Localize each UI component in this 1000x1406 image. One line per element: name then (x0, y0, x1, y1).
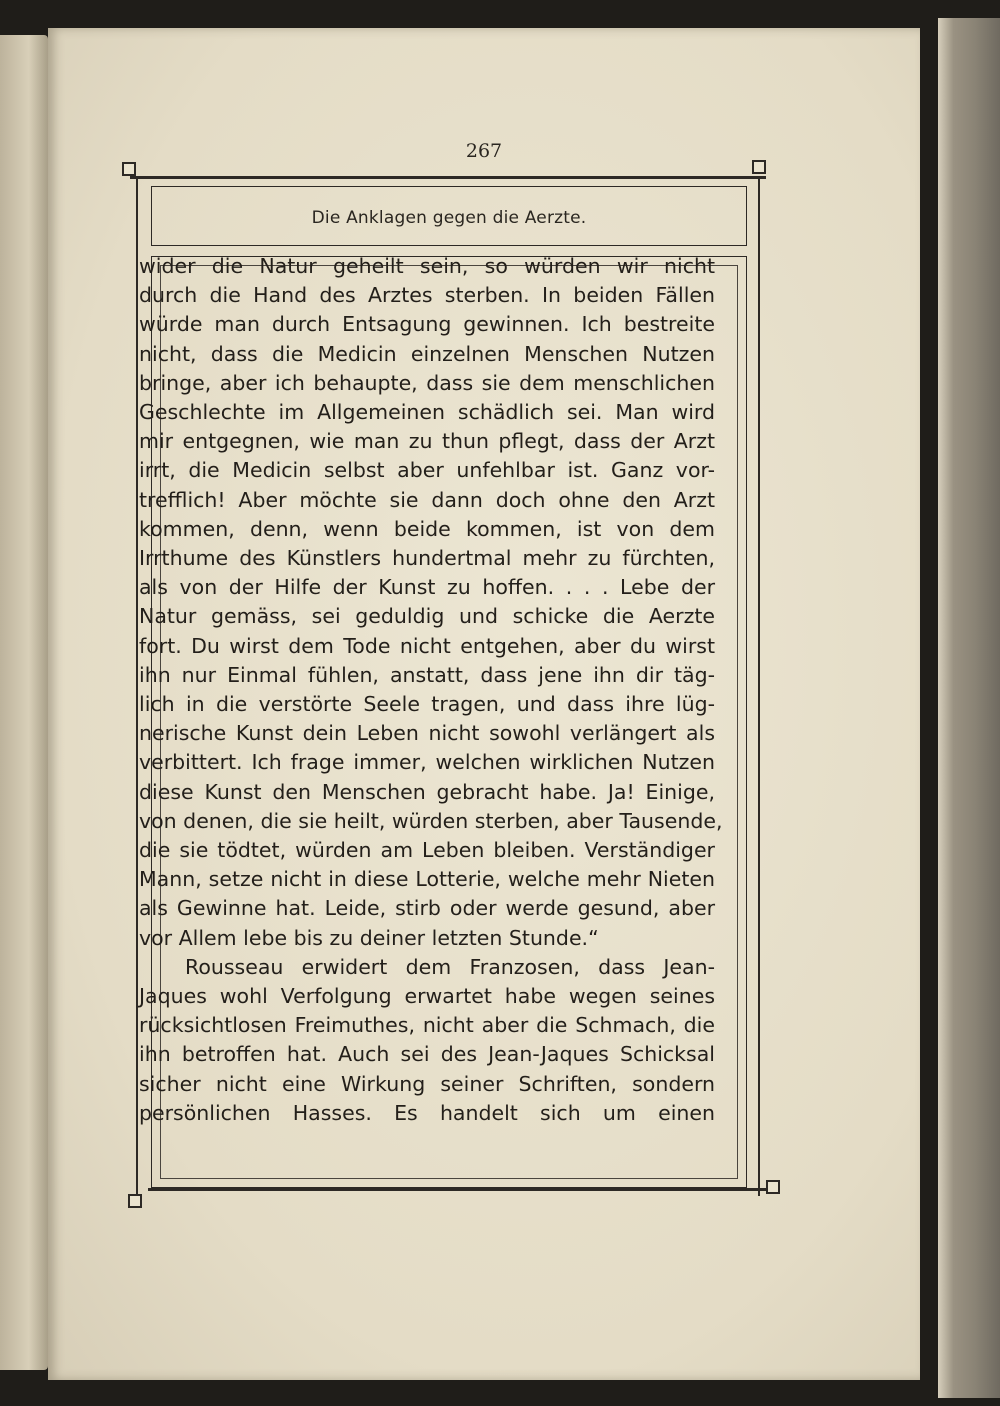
running-header-box (151, 186, 747, 246)
text-line: durch die Hand des Arztes sterben. In beiden Fällen (139, 283, 715, 308)
text-line: irrt, die Medicin selbst aber unfehlbar ist. Ganz vor- (139, 458, 715, 483)
text-line: fort. Du wirst dem Tode nicht entgehen, aber du wirst (139, 633, 715, 658)
frame-right-line (758, 176, 760, 1196)
frame-left-line (136, 176, 138, 1196)
page-number (48, 140, 920, 162)
text-line: Irrthume des Künstlers hundertmal mehr zu fürchten, (139, 546, 715, 571)
text-line: vor Allem lebe bis zu deiner letzten Stunde.“ (139, 925, 599, 950)
text-line: lich in die verstörte Seele tragen, und dass ihre lüg- (139, 692, 715, 717)
text-line: diese Kunst den Menschen gebracht habe. Ja! Einige, (139, 779, 715, 804)
text-line: sicher nicht eine Wirkung seiner Schriften, sondern (139, 1071, 715, 1096)
text-line: persönlichen Hasses. Es handelt sich um einen (139, 1100, 715, 1125)
frame-bottom-line (148, 1188, 768, 1191)
text-line: mir entgegnen, wie man zu thun pflegt, dass der Arzt (139, 429, 715, 454)
body-text (139, 252, 723, 1128)
text-line: verbittert. Ich frage immer, welchen wirklichen Nutzen (139, 750, 715, 775)
text-line: ihn betroffen hat. Auch sei des Jean-Jaques Schicksal (139, 1042, 715, 1067)
frame-corner-bottom-right (766, 1180, 780, 1194)
text-line: Natur gemäss, sei geduldig und schicke die Aerzte (139, 604, 715, 629)
running-title: Die Anklagen gegen die Aerzte. (311, 208, 587, 228)
text-line: Mann, setze nicht in diese Lotterie, welche mehr Nieten (139, 867, 715, 892)
text-line: von denen, die sie heilt, würden sterben, aber Tausende, (139, 808, 723, 833)
text-line: als von der Hilfe der Kunst zu hoffen. . . . Lebe der (139, 575, 715, 600)
frame-corner-top-left (122, 162, 136, 176)
text-line: Jaques wohl Verfolgung erwartet habe wegen seines (139, 984, 715, 1009)
text-line: als Gewinne hat. Leide, stirb oder werde gesund, aber (139, 896, 715, 921)
text-line: kommen, denn, wenn beide kommen, ist von dem (139, 516, 715, 541)
text-line: nicht, dass die Medicin einzelnen Menschen Nutzen (139, 341, 715, 366)
book-cover-edge (938, 18, 1000, 1398)
text-line: bringe, aber ich behaupte, dass sie dem menschlichen (139, 370, 715, 395)
text-line: Rousseau erwidert dem Franzosen, dass Jean- (185, 954, 715, 979)
left-page-edge (0, 35, 48, 1370)
frame-corner-bottom-left (128, 1194, 142, 1208)
text-line: nerische Kunst dein Leben nicht sowohl verlängert als (139, 721, 715, 746)
text-line: wider die Natur geheilt sein, so würden wir nicht (139, 254, 715, 278)
text-line: trefflich! Aber möchte sie dann doch ohne den Arzt (139, 487, 715, 512)
text-line: würde man durch Entsagung gewinnen. Ich bestreite (139, 312, 715, 337)
frame-top-line (130, 176, 766, 179)
frame-corner-top-right (752, 160, 766, 174)
text-line: die sie tödtet, würden am Leben bleiben. Verständiger (139, 838, 715, 863)
text-line: ihn nur Einmal fühlen, anstatt, dass jene ihn dir täg- (139, 662, 715, 687)
text-line: Geschlechte im Allgemeinen schädlich sei. Man wird (139, 400, 715, 425)
text-line: rücksichtlosen Freimuthes, nicht aber die Schmach, die (139, 1013, 715, 1038)
page-number-text: 267 (465, 140, 503, 162)
